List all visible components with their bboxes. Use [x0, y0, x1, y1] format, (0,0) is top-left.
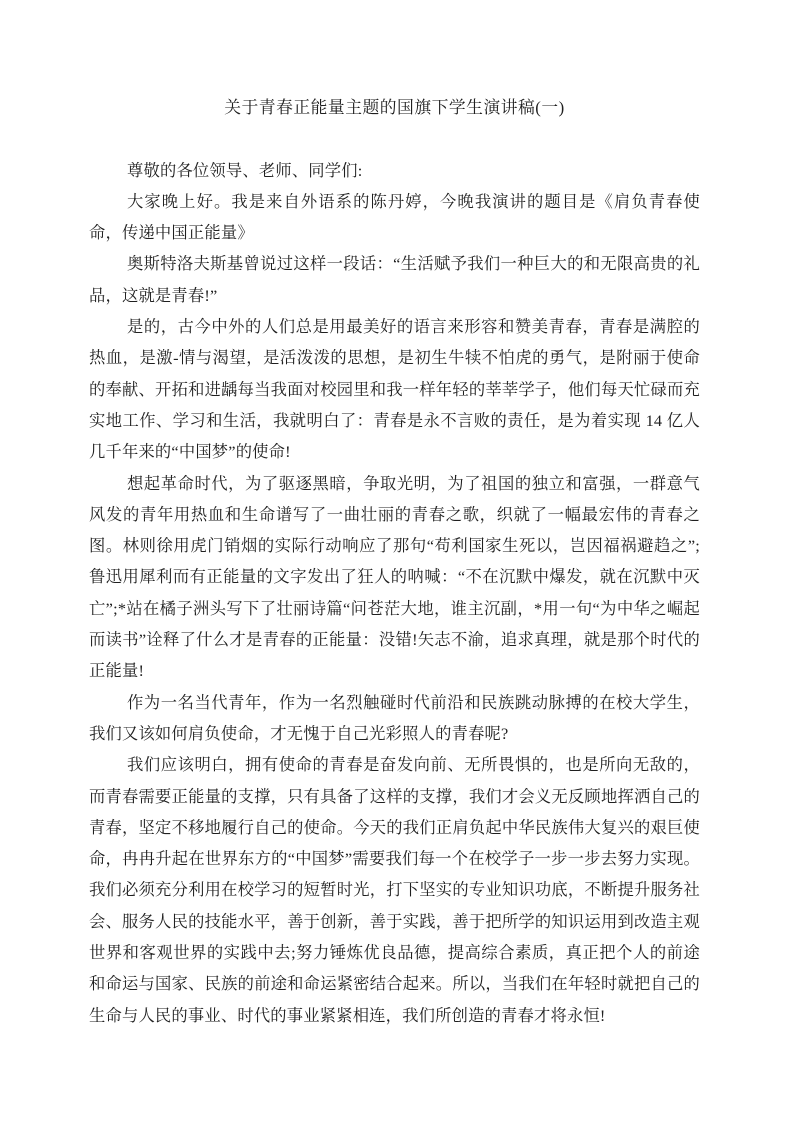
paragraph-introduction: 大家晚上好。我是来自外语系的陈丹婷，今晚我演讲的题目是《肩负青春使命，传递中国正能量》 — [89, 191, 700, 243]
document-title: 关于青春正能量主题的国旗下学生演讲稿(一) — [224, 98, 565, 117]
paragraph-salutation: 尊敬的各位领导、老师、同学们: — [127, 160, 363, 180]
paragraph-question-to-youth: 作为一名当代青年，作为一名烈触碰时代前沿和民族跳动脉搏的在校大学生，我们又该如何肩负使命，才无愧于自己光彩照人的青春呢? — [89, 692, 700, 743]
paragraph-quote-ostrovsky: 奥斯特洛夫斯基曾说过这样一段话：“生活赋予我们一种巨大的和无限高贵的礼品，这就是青春!” — [89, 254, 700, 305]
paragraph-praise-of-youth: 是的，古今中外的人们总是用最美好的语言来形容和赞美青春，青春是满腔的热血，是激-情与渴望，是活泼泼的思想，是初生牛犊不怕虎的勇气，是附丽于使命的奉献、开拓和进龋每当我面对校园里和我一样年轻的莘莘学子，他们每天忙碌而充实地工作、学习和生活，我就明白了：青春是永不言败的责任，是为着实现 14 亿人几千年来的“中国梦”的使命! — [89, 317, 700, 462]
paragraph-conclusion: 我们应该明白，拥有使命的青春是奋发向前、无所畏惧的，也是所向无敌的，而青春需要正能量的支撑，只有具备了这样的支撑，我们才会义无反顾地挥洒自己的青春，坚定不移地履行自己的使命。今天的我们正肩负起中华民族伟大复兴的艰巨使命，冉冉升起在世界东方的“中国梦”需要我们每一个在校学子一步一步去努力实现。我们必须充分利用在校学习的短暂时光，打下坚实的专业知识功底，不断提升服务社会、服务人民的技能水平，善于创新，善于实践，善于把所学的知识运用到改造主观世界和客观世界的实践中去;努力锤炼优良品德，提高综合素质，真正把个人的前途和命运与国家、民族的前途和命运紧密结合起来。所以，当我们在年轻时就把自己的生命与人民的事业、时代的事业紧紧相连，我们所创造的青春才将永恒! — [89, 755, 700, 1025]
title-body-gap — [89, 123, 700, 154]
paragraph-revolutionary-era: 想起革命时代，为了驱逐黑暗，争取光明，为了祖国的独立和富强，一群意气风发的青年用热血和生命谱写了一曲壮丽的青春之歌，织就了一幅最宏伟的青春之图。林则徐用虎门销烟的实际行动响应了那句“苟利国家生死以，岂因福祸避趋之”;鲁迅用犀利而有正能量的文字发出了狂人的呐喊：“不在沉默中爆发，就在沉默中灭亡”;*站在橘子洲头写下了壮丽诗篇“问苍茫大地，谁主沉副，*用一句“为中华之崛起而读书”诠释了什么才是青春的正能量：没错!矢志不渝，追求真理，就是那个时代的正能量! — [89, 473, 700, 681]
